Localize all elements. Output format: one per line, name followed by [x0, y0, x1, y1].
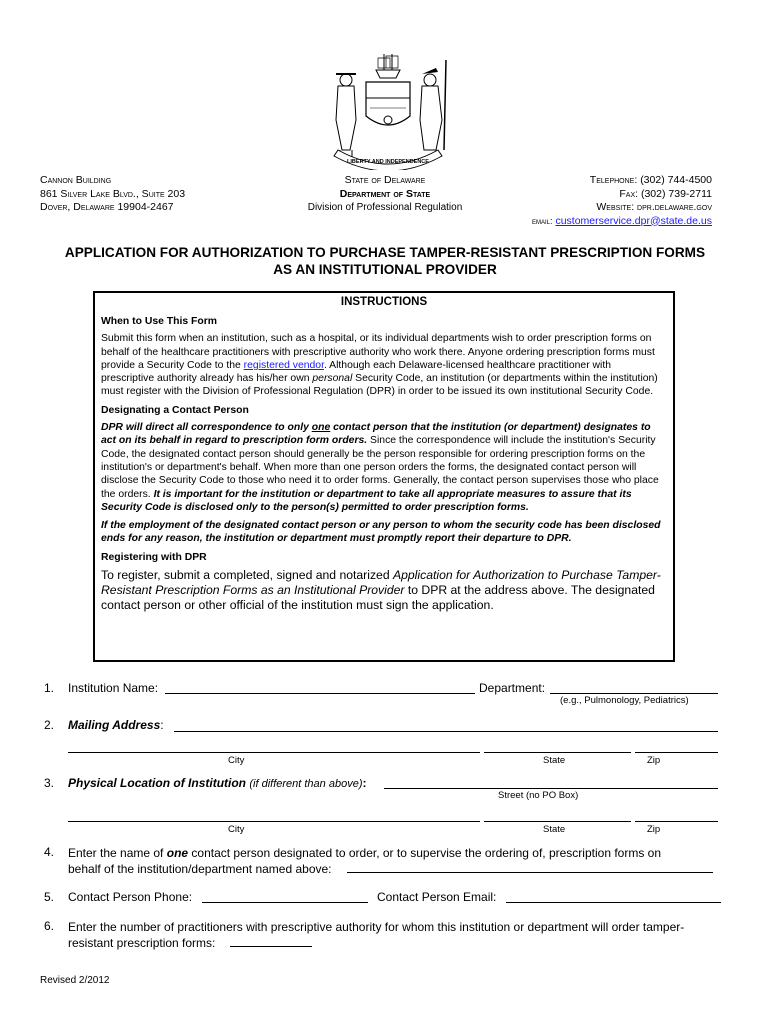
section-text-when: Submit this form when an institution, such as a hospital, or its individual departments wish to order prescription forms on behalf of the healthcare practitioners with prescriptive authority who work there. Anyone ordering prescription forms must provide a Security Code to the registered vendor. Although each Delaware-licensed healthcare practitioner with prescriptive authority already has his/her own personal Security Code, an institution (or departments within the institution) must register with the Division of Professional Regulation (DPR) in order to be issued its own institutional Security Code. [101, 333, 658, 398]
mailing-state-input[interactable] [484, 752, 631, 753]
mailing-address-input[interactable] [174, 731, 718, 732]
contact-email-input[interactable] [506, 902, 721, 903]
contact-phone-label: Contact Person Phone: [68, 890, 193, 904]
delaware-state-seal [318, 50, 458, 170]
svg-text:LIBERTY AND INDEPENDENCE: LIBERTY AND INDEPENDENCE [347, 159, 429, 165]
physical-zip-caption: Zip [647, 824, 661, 835]
registered-vendor-link[interactable]: registered vendor [243, 359, 324, 371]
website-label: Website: [596, 201, 635, 213]
department-label: Department: [479, 681, 546, 695]
section-heading-when: When to Use This Form [101, 316, 218, 327]
division-name: Division of Professional Regulation [307, 202, 463, 213]
mailing-zip-caption: Zip [647, 755, 661, 766]
fax-number: (302) 739-2711 [640, 187, 712, 200]
email-label: email: [532, 215, 553, 226]
physical-zip-input[interactable] [635, 821, 718, 822]
address-line-2: 861 Silver Lake Blvd., Suite 203 [40, 187, 186, 200]
physical-city-caption: City [228, 824, 245, 835]
mailing-address-label-wrap: Mailing Address: [68, 718, 164, 732]
form-title: APPLICATION FOR AUTHORIZATION TO PURCHASE TAMPER-RESISTANT PRESCRIPTION FORMS AS AN INSTITUTIONAL PROVIDER [64, 245, 706, 277]
agency-block [250, 174, 520, 215]
fax-label: Fax: [619, 187, 639, 200]
email-link[interactable]: customerservice.dpr@state.de.us [555, 214, 712, 227]
section-text-employment: If the employment of the designated contact person or any person to whom the security code has been disclosed ends for any reason, the institution or department must promptly report their departure to DPR. [101, 520, 661, 545]
institution-name-label: Institution Name: [68, 681, 159, 695]
section-heading-contact: Designating a Contact Person [101, 404, 249, 416]
instructions-box [93, 291, 675, 662]
field-3-num: 3. [44, 776, 55, 790]
physical-location-label-wrap: Physical Location of Institution (if different than above): [68, 776, 367, 790]
mailing-state-caption: State [543, 755, 566, 766]
department-name: Department of State [339, 187, 431, 200]
website-value[interactable]: dpr.delaware.gov [637, 201, 712, 213]
institution-name-input[interactable] [165, 693, 475, 694]
contact-block [532, 174, 712, 228]
contact-person-text: Enter the name of one contact person designated to order, or to supervise the ordering of, prescription forms on behalf of the institution/department named above: [68, 846, 662, 876]
instructions-heading: INSTRUCTIONS [340, 296, 428, 308]
address-line-3: Dover, Delaware 19904-2467 [40, 201, 174, 213]
mailing-city-caption: City [228, 755, 245, 766]
contact-email-label: Contact Person Email: [377, 890, 497, 904]
mailing-city-input[interactable] [68, 752, 480, 753]
mailing-address-label: Mailing Address [68, 718, 161, 732]
telephone-number: (302) 744-4500 [640, 174, 712, 186]
practitioner-count-text: Enter the number of practitioners with prescriptive authority for whom this institution or department will order tamper- resistant prescription forms: [68, 920, 685, 950]
physical-location-hint: (if different than above) [249, 778, 363, 790]
section-text-registering: To register, submit a completed, signed and notarized Application for Authorization to Purchase Tamper-Resistant Prescription Forms as an Institutional Provider to DPR at the address above. The designated contact person or other official of the institution must sign the application. [101, 568, 661, 613]
physical-state-caption: State [543, 824, 566, 835]
department-input[interactable] [550, 693, 718, 694]
field-1-num: 1. [44, 681, 55, 695]
mailing-zip-input[interactable] [635, 752, 718, 753]
physical-city-input[interactable] [68, 821, 480, 822]
physical-street-input[interactable] [384, 788, 718, 789]
section-text-contact: DPR will direct all correspondence to only one contact person that the institution (or department) designates to act on its behalf in regard to prescription form orders. Since the correspondence will include the institution's Security Code, the designated contact person should generally be the person responsible for ordering prescription forms on the institution's or department's behalf. When more than one person orders the forms, the designated contact person will disclose the Security Code to those who need it to order forms. Generally, the contact person supervises those who place the orders. It is important for the institution or department to take all appropriate measures to assure that its Security Code is disclosed only to the person(s) permitted to order prescription forms. [101, 422, 659, 513]
field-6-num: 6. [44, 919, 55, 933]
revision-note: Revised 2/2012 [40, 975, 110, 986]
state-name: State of Delaware [344, 174, 426, 186]
section-heading-registering: Registering with DPR [101, 551, 207, 563]
contact-person-input[interactable] [347, 872, 713, 873]
field-2-num: 2. [44, 718, 55, 732]
address-line-1: Cannon Building [40, 174, 112, 186]
department-hint: (e.g., Pulmonology, Pediatrics) [560, 695, 689, 706]
field-4-num: 4. [44, 845, 55, 859]
telephone-label: Telephone: [589, 174, 638, 186]
field-5-num: 5. [44, 890, 55, 904]
contact-phone-input[interactable] [202, 902, 368, 903]
address-block [40, 174, 185, 215]
street-caption: Street (no PO Box) [498, 790, 579, 801]
practitioner-count-input[interactable] [230, 946, 312, 947]
physical-state-input[interactable] [484, 821, 631, 822]
physical-location-label: Physical Location of Institution [68, 776, 247, 790]
